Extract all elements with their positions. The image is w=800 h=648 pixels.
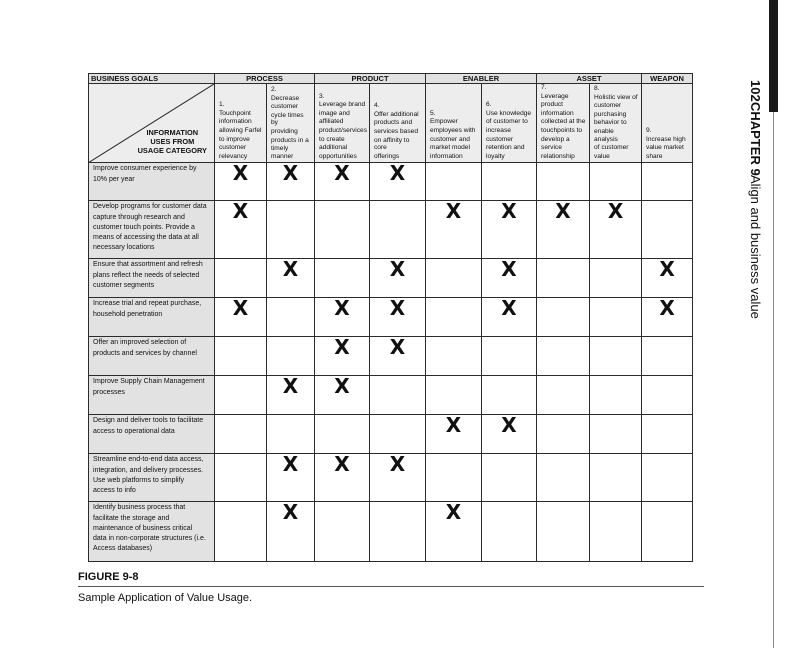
column-header-line: Leverage brand [319,101,366,109]
mark-cell [590,415,642,454]
table-row [89,376,693,415]
column-header-line: value [594,152,610,160]
column-header-line: cycle times by [271,111,304,127]
mark-cell [215,376,267,415]
mark-cell [370,163,426,201]
mark-cell [267,298,315,337]
table-row [89,415,693,454]
mark-cell [370,201,426,259]
chapter-tab-marker [769,0,778,112]
business-goal-line: customer segments [93,281,155,289]
mark-cell [537,415,590,454]
business-goal-line: plans reflect the needs of selected [93,271,200,279]
mark-cell [370,454,426,502]
mark-cell [642,259,693,298]
mark-cell [537,163,590,201]
business-goal-cell [89,502,215,562]
column-header-line: services based [374,127,418,135]
mark-cell [267,502,315,562]
mark-cell [482,376,537,415]
mark-cell [537,376,590,415]
mark-cell [590,163,642,201]
mark-cell [590,502,642,562]
x-mark: X [389,296,406,321]
column-header-line: to create [319,135,345,143]
mark-cell [215,502,267,562]
mark-cell [482,201,537,259]
column-header-1 [215,84,267,163]
x-mark: X [282,257,299,282]
column-header-line: products and [374,119,413,127]
column-header-line: 1. [219,101,225,109]
business-goal-cell [89,163,215,201]
column-header-line: to improve [219,135,250,143]
column-header-3 [315,84,370,163]
mark-cell [315,298,370,337]
mark-cell [267,163,315,201]
column-header-line: customer [594,102,622,110]
column-header-line: value market [646,144,684,152]
mark-cell [267,337,315,376]
business-goal-line: Access databases) [93,545,153,553]
column-header-line: Leverage [541,92,569,100]
mark-cell [642,454,693,502]
business-goal-line: Ensure that assortment and refresh [93,261,203,269]
table-row [89,337,693,376]
group-process: PROCESS [215,74,315,84]
x-mark: X [501,257,517,282]
business-goal-line: means of accessing the data at all [93,233,199,241]
column-header-line: 4. [374,102,380,110]
business-goal-line: capture through research and [93,213,185,221]
x-mark: X [389,335,406,360]
column-header-line: customer [219,144,247,152]
column-header-line: retention and [486,144,525,152]
mark-cell [482,415,537,454]
mark-cell [642,502,693,562]
x-mark: X [334,374,350,399]
column-header-line: image and [319,109,350,117]
column-header-line: relationship [541,152,575,160]
column-header-7 [537,84,590,163]
mark-cell [215,163,267,201]
running-header [748,80,763,319]
mark-cell [267,201,315,259]
mark-cell [590,337,642,376]
mark-cell [426,415,482,454]
x-mark: X [445,199,462,224]
column-header-line: Holistic view of [594,93,638,101]
business-goal-line: products and services by channel [93,349,197,357]
column-header-line: product [541,101,564,109]
page-number: 102 [748,80,763,102]
x-mark: X [334,452,350,477]
column-header-line: relevancy [219,152,248,160]
column-header-line: Decrease [271,94,300,102]
column-header-line: Empower [430,118,458,126]
column-header-line: behavior to [594,119,627,127]
business-goal-line: Streamline end-to-end data access, [93,456,204,464]
column-header-line: allowing Farfel [219,126,262,134]
mark-cell [315,259,370,298]
mark-cell [370,502,426,562]
column-header-4 [370,84,426,163]
table-row [89,298,693,337]
column-header-line: Use knowledge [486,109,532,117]
column-header-line: enable analysis [594,127,618,143]
mark-cell [215,454,267,502]
mark-cell [590,454,642,502]
column-header-line: increase [486,126,511,134]
mark-cell [215,201,267,259]
column-header-line: touchpoints to [541,126,583,134]
business-goal-cell [89,337,215,376]
column-header-line: offerings [374,152,400,160]
mark-cell [482,502,537,562]
column-header-line: 7. [541,84,547,91]
mark-cell [315,337,370,376]
column-header-line: 5. [430,109,436,117]
column-header-line: 6. [486,101,492,109]
x-mark: X [334,335,350,360]
business-goal-line: Develop programs for customer data [93,203,207,211]
mark-cell [215,259,267,298]
column-header-6 [482,84,537,163]
x-mark: X [232,296,249,321]
mark-cell [537,298,590,337]
column-header-line: 3. [319,92,325,100]
mark-cell [426,259,482,298]
group-header-row [89,74,693,84]
column-header-row [89,84,693,163]
column-header-line: on affinity to core [374,136,410,152]
column-header-line: information [541,109,574,117]
x-mark: X [659,257,675,282]
mark-cell [315,163,370,201]
mark-cell [590,201,642,259]
business-goal-line: Increase trial and repeat purchase, [93,300,202,308]
column-header-line: additional [319,144,348,152]
chapter-label: CHAPTER 9 [748,101,763,176]
mark-cell [370,337,426,376]
column-header-line: Touchpoint [219,109,251,117]
mark-cell [267,259,315,298]
x-mark: X [389,161,406,186]
business-goal-line: data in non-corporate structures (i.e. [93,534,206,542]
x-mark: X [282,161,299,186]
table-row [89,259,693,298]
business-goal-line: Design and deliver tools to facilitate [93,417,204,425]
column-header-line: customer and [430,135,470,143]
column-header-line: customer [486,135,514,143]
mark-cell [642,376,693,415]
group-weapon: WEAPON [642,74,693,84]
mark-cell [315,502,370,562]
business-goal-cell [89,415,215,454]
mark-cell [370,259,426,298]
mark-cell [537,454,590,502]
column-header-line: of customer [594,144,629,152]
x-mark: X [501,296,517,321]
mark-cell [590,259,642,298]
group-asset: ASSET [537,74,642,84]
business-goal-line: customer touch points. Provide a [93,223,195,231]
column-header-line: purchasing [594,110,627,118]
chapter-title: Align and business value [748,175,763,320]
column-header-line: develop a [541,135,570,143]
mark-cell [590,376,642,415]
mark-cell [537,259,590,298]
mark-cell [537,201,590,259]
business-goal-line: processes [93,388,125,396]
column-header-line: loyalty [486,152,505,160]
column-header-line: opportunities [319,152,357,160]
column-header-line: providing [271,127,298,135]
mark-cell [426,298,482,337]
mark-cell [426,376,482,415]
column-header-line: collected at the [541,118,586,126]
column-header-line: information [430,152,463,160]
x-mark: X [607,199,624,224]
mark-cell [590,298,642,337]
mark-cell [267,376,315,415]
column-header-8 [590,84,642,163]
mark-cell [482,259,537,298]
table-row [89,201,693,259]
column-header-line: timely manner [271,145,294,160]
x-mark: X [282,374,299,399]
mark-cell [482,298,537,337]
x-mark: X [555,199,571,224]
column-header-line: affiliated [319,118,344,126]
x-mark: X [501,199,517,224]
x-mark: X [389,452,406,477]
business-goal-cell [89,259,215,298]
figure-rule [78,586,704,587]
table-row [89,163,693,201]
x-mark: X [445,413,462,438]
mark-cell [426,201,482,259]
business-goal-cell [89,298,215,337]
column-header-line: information [219,118,252,126]
x-mark: X [389,257,406,282]
column-header-line: Offer additional [374,110,419,118]
business-goal-line: maintenance of business critical [93,524,193,532]
x-mark: X [232,161,249,186]
column-header-line: 2. [271,86,277,93]
mark-cell [642,163,693,201]
x-mark: X [659,296,675,321]
group-product: PRODUCT [315,74,426,84]
business-goal-line: Use web platforms to simplify [93,476,185,484]
column-header-line: 8. [594,85,600,92]
figure-caption: Sample Application of Value Usage. [78,592,253,604]
business-goal-cell [89,201,215,259]
x-mark: X [501,413,517,438]
mark-cell [315,454,370,502]
mark-cell [370,298,426,337]
column-header-line: Increase high [646,135,686,143]
column-header-line: products in a [271,136,309,144]
column-header-line: customer [271,103,299,111]
mark-cell [482,337,537,376]
mark-cell [426,163,482,201]
mark-cell [482,454,537,502]
business-goal-line: facilitate the storage and [93,514,170,522]
column-header-line: service [541,144,562,152]
mark-cell [315,415,370,454]
mark-cell [642,337,693,376]
column-header-9 [642,84,693,163]
mark-cell [215,337,267,376]
column-header-line: employees with [430,126,476,134]
x-mark: X [282,500,299,525]
business-goal-line: necessary locations [93,244,155,252]
business-goal-line: integration, and delivery processes. [93,466,204,474]
x-mark: X [232,199,249,224]
mark-cell [642,298,693,337]
x-mark: X [445,500,462,525]
mark-cell [315,376,370,415]
column-header-line: market model [430,144,470,152]
x-mark: X [334,296,350,321]
mark-cell [642,415,693,454]
mark-cell [537,337,590,376]
mark-cell [215,298,267,337]
business-goal-cell [89,454,215,502]
margin-rule [773,112,774,648]
business-goal-line: household penetration [93,310,163,318]
mark-cell [215,415,267,454]
business-goal-line: access to info [93,486,136,494]
business-goal-cell [89,376,215,415]
column-header-line: product/services [319,126,368,134]
business-goal-line: access to operational data [93,427,175,435]
mark-cell [267,415,315,454]
info-uses-corner-cell [89,84,215,163]
column-header-5 [426,84,482,163]
mark-cell [537,502,590,562]
column-header-line: of customer to [486,118,528,126]
mark-cell [426,502,482,562]
column-header-line: share [646,152,663,160]
x-mark: X [334,161,350,186]
business-goal-line: 10% per year [93,175,135,183]
mark-cell [482,163,537,201]
mark-cell [315,201,370,259]
column-header-line: 9. [646,126,652,134]
mark-cell [426,337,482,376]
figure-label: FIGURE 9-8 [78,571,139,583]
info-uses-label: INFORMATION USES FROM USAGE CATEGORY [137,128,207,156]
mark-cell [370,415,426,454]
business-goals-header: BUSINESS GOALS [89,74,215,84]
business-goal-line: Improve consumer experience by [93,165,197,173]
column-header-2 [267,84,315,163]
x-mark: X [282,452,299,477]
mark-cell [642,201,693,259]
mark-cell [370,376,426,415]
business-goal-line: Identify business process that [93,504,186,512]
group-enabler: ENABLER [426,74,537,84]
table-row [89,454,693,502]
business-goal-line: Improve Supply Chain Management [93,378,205,386]
mark-cell [267,454,315,502]
mark-cell [426,454,482,502]
table-row [89,502,693,562]
business-goal-line: Offer an improved selection of [93,339,187,347]
value-usage-table [88,73,693,562]
